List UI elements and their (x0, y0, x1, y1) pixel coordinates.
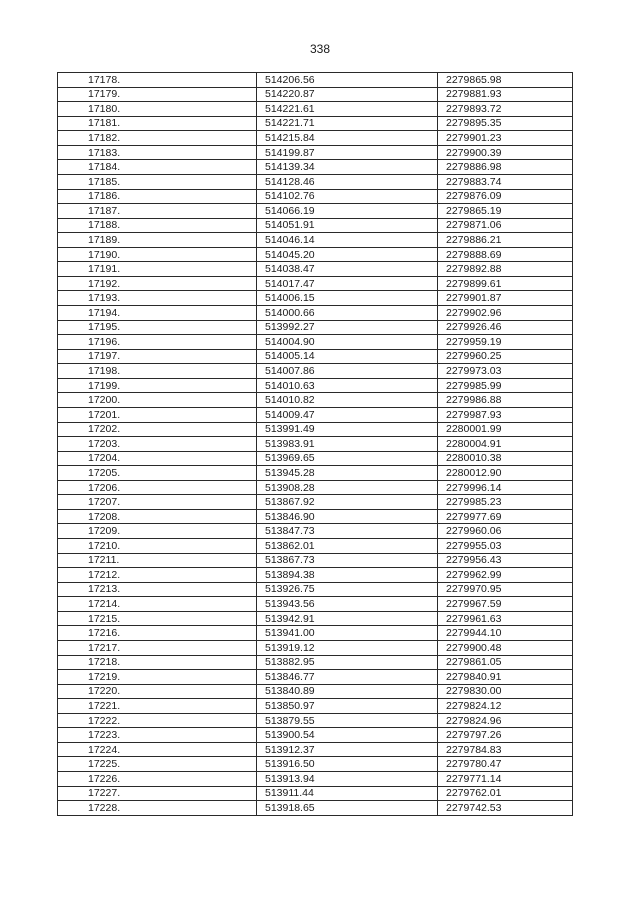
table-row (58, 247, 573, 262)
x-coordinate-cell: 513912.37 (257, 742, 438, 757)
x-coordinate-cell: 513943.56 (257, 597, 438, 612)
y-coordinate-cell: 2279944.10 (438, 626, 573, 641)
y-coordinate-cell: 2279956.43 (438, 553, 573, 568)
table-row (58, 87, 573, 102)
x-coordinate-cell: 513846.90 (257, 509, 438, 524)
x-coordinate-cell: 513926.75 (257, 582, 438, 597)
point-number-cell: 17201. (58, 407, 257, 422)
y-coordinate-cell: 2279996.14 (438, 480, 573, 495)
point-number-cell: 17192. (58, 276, 257, 291)
table-row (58, 670, 573, 685)
x-coordinate-cell: 514010.82 (257, 393, 438, 408)
point-number-cell: 17178. (58, 73, 257, 88)
table-row (58, 349, 573, 364)
x-coordinate-cell: 513862.01 (257, 539, 438, 554)
y-coordinate-cell: 2279900.39 (438, 145, 573, 160)
table-row (58, 801, 573, 816)
x-coordinate-cell: 514005.14 (257, 349, 438, 364)
y-coordinate-cell: 2279871.06 (438, 218, 573, 233)
point-number-cell: 17188. (58, 218, 257, 233)
y-coordinate-cell: 2279900.48 (438, 640, 573, 655)
table-row (58, 262, 573, 277)
x-coordinate-cell: 514199.87 (257, 145, 438, 160)
point-number-cell: 17224. (58, 742, 257, 757)
point-number-cell: 17179. (58, 87, 257, 102)
table-row (58, 772, 573, 787)
x-coordinate-cell: 513916.50 (257, 757, 438, 772)
point-number-cell: 17220. (58, 684, 257, 699)
table-row (58, 437, 573, 452)
x-coordinate-cell: 513941.00 (257, 626, 438, 641)
y-coordinate-cell: 2279985.99 (438, 378, 573, 393)
table-row (58, 626, 573, 641)
y-coordinate-cell: 2279830.00 (438, 684, 573, 699)
y-coordinate-cell: 2279955.03 (438, 539, 573, 554)
x-coordinate-cell: 514102.76 (257, 189, 438, 204)
x-coordinate-cell: 513913.94 (257, 772, 438, 787)
table-row (58, 539, 573, 554)
x-coordinate-cell: 514221.71 (257, 116, 438, 131)
x-coordinate-cell: 514215.84 (257, 131, 438, 146)
point-number-cell: 17196. (58, 335, 257, 350)
coordinates-table (57, 72, 573, 816)
x-coordinate-cell: 513850.97 (257, 699, 438, 714)
y-coordinate-cell: 2279886.21 (438, 233, 573, 248)
point-number-cell: 17208. (58, 509, 257, 524)
table-row (58, 393, 573, 408)
x-coordinate-cell: 513900.54 (257, 728, 438, 743)
x-coordinate-cell: 513882.95 (257, 655, 438, 670)
y-coordinate-cell: 2279888.69 (438, 247, 573, 262)
table-row (58, 378, 573, 393)
y-coordinate-cell: 2279824.96 (438, 713, 573, 728)
y-coordinate-cell: 2279901.23 (438, 131, 573, 146)
x-coordinate-cell: 513908.28 (257, 480, 438, 495)
x-coordinate-cell: 513867.73 (257, 553, 438, 568)
table-row (58, 582, 573, 597)
x-coordinate-cell: 513918.65 (257, 801, 438, 816)
y-coordinate-cell: 2280010.38 (438, 451, 573, 466)
y-coordinate-cell: 2279784.83 (438, 742, 573, 757)
table-row (58, 684, 573, 699)
point-number-cell: 17204. (58, 451, 257, 466)
x-coordinate-cell: 514009.47 (257, 407, 438, 422)
point-number-cell: 17189. (58, 233, 257, 248)
x-coordinate-cell: 513945.28 (257, 466, 438, 481)
point-number-cell: 17214. (58, 597, 257, 612)
point-number-cell: 17228. (58, 801, 257, 816)
point-number-cell: 17206. (58, 480, 257, 495)
x-coordinate-cell: 513840.89 (257, 684, 438, 699)
y-coordinate-cell: 2279977.69 (438, 509, 573, 524)
y-coordinate-cell: 2279876.09 (438, 189, 573, 204)
table-row (58, 495, 573, 510)
y-coordinate-cell: 2279985.23 (438, 495, 573, 510)
x-coordinate-cell: 513847.73 (257, 524, 438, 539)
point-number-cell: 17210. (58, 539, 257, 554)
point-number-cell: 17226. (58, 772, 257, 787)
y-coordinate-cell: 2279797.26 (438, 728, 573, 743)
x-coordinate-cell: 513992.27 (257, 320, 438, 335)
y-coordinate-cell: 2279959.19 (438, 335, 573, 350)
table-row (58, 276, 573, 291)
y-coordinate-cell: 2279824.12 (438, 699, 573, 714)
x-coordinate-cell: 514128.46 (257, 174, 438, 189)
point-number-cell: 17190. (58, 247, 257, 262)
table-row (58, 291, 573, 306)
point-number-cell: 17197. (58, 349, 257, 364)
point-number-cell: 17205. (58, 466, 257, 481)
point-number-cell: 17195. (58, 320, 257, 335)
point-number-cell: 17207. (58, 495, 257, 510)
x-coordinate-cell: 513919.12 (257, 640, 438, 655)
x-coordinate-cell: 513969.65 (257, 451, 438, 466)
x-coordinate-cell: 514221.61 (257, 102, 438, 117)
point-number-cell: 17181. (58, 116, 257, 131)
point-number-cell: 17221. (58, 699, 257, 714)
point-number-cell: 17219. (58, 670, 257, 685)
table-row (58, 757, 573, 772)
point-number-cell: 17186. (58, 189, 257, 204)
table-row (58, 407, 573, 422)
point-number-cell: 17191. (58, 262, 257, 277)
y-coordinate-cell: 2279865.19 (438, 204, 573, 219)
point-number-cell: 17203. (58, 437, 257, 452)
point-number-cell: 17218. (58, 655, 257, 670)
table-row (58, 320, 573, 335)
x-coordinate-cell: 514017.47 (257, 276, 438, 291)
y-coordinate-cell: 2279895.35 (438, 116, 573, 131)
point-number-cell: 17212. (58, 568, 257, 583)
x-coordinate-cell: 513911.44 (257, 786, 438, 801)
y-coordinate-cell: 2279973.03 (438, 364, 573, 379)
table-row (58, 451, 573, 466)
table-row (58, 73, 573, 88)
table-row (58, 131, 573, 146)
y-coordinate-cell: 2279986.88 (438, 393, 573, 408)
x-coordinate-cell: 514066.19 (257, 204, 438, 219)
point-number-cell: 17222. (58, 713, 257, 728)
table-row (58, 204, 573, 219)
point-number-cell: 17215. (58, 611, 257, 626)
point-number-cell: 17200. (58, 393, 257, 408)
table-row (58, 189, 573, 204)
x-coordinate-cell: 514206.56 (257, 73, 438, 88)
y-coordinate-cell: 2279901.87 (438, 291, 573, 306)
point-number-cell: 17217. (58, 640, 257, 655)
x-coordinate-cell: 513846.77 (257, 670, 438, 685)
y-coordinate-cell: 2279861.05 (438, 655, 573, 670)
table-row (58, 699, 573, 714)
table-body (58, 73, 573, 816)
y-coordinate-cell: 2279902.96 (438, 306, 573, 321)
table-row (58, 422, 573, 437)
y-coordinate-cell: 2279886.98 (438, 160, 573, 175)
table-row (58, 568, 573, 583)
point-number-cell: 17211. (58, 553, 257, 568)
point-number-cell: 17216. (58, 626, 257, 641)
x-coordinate-cell: 514046.14 (257, 233, 438, 248)
y-coordinate-cell: 2279926.46 (438, 320, 573, 335)
y-coordinate-cell: 2279771.14 (438, 772, 573, 787)
x-coordinate-cell: 514051.91 (257, 218, 438, 233)
x-coordinate-cell: 514038.47 (257, 262, 438, 277)
table-row (58, 480, 573, 495)
x-coordinate-cell: 514004.90 (257, 335, 438, 350)
page-number: 338 (309, 42, 331, 56)
table-row (58, 713, 573, 728)
point-number-cell: 17182. (58, 131, 257, 146)
y-coordinate-cell: 2279960.25 (438, 349, 573, 364)
y-coordinate-cell: 2279893.72 (438, 102, 573, 117)
x-coordinate-cell: 514139.34 (257, 160, 438, 175)
y-coordinate-cell: 2279987.93 (438, 407, 573, 422)
y-coordinate-cell: 2279742.53 (438, 801, 573, 816)
y-coordinate-cell: 2279762.01 (438, 786, 573, 801)
y-coordinate-cell: 2279899.61 (438, 276, 573, 291)
point-number-cell: 17209. (58, 524, 257, 539)
x-coordinate-cell: 513879.55 (257, 713, 438, 728)
point-number-cell: 17193. (58, 291, 257, 306)
x-coordinate-cell: 513991.49 (257, 422, 438, 437)
table-row (58, 218, 573, 233)
point-number-cell: 17180. (58, 102, 257, 117)
point-number-cell: 17198. (58, 364, 257, 379)
x-coordinate-cell: 514000.66 (257, 306, 438, 321)
point-number-cell: 17185. (58, 174, 257, 189)
y-coordinate-cell: 2279840.91 (438, 670, 573, 685)
y-coordinate-cell: 2279780.47 (438, 757, 573, 772)
table-row (58, 145, 573, 160)
y-coordinate-cell: 2279881.93 (438, 87, 573, 102)
table-row (58, 640, 573, 655)
point-number-cell: 17225. (58, 757, 257, 772)
x-coordinate-cell: 514007.86 (257, 364, 438, 379)
point-number-cell: 17199. (58, 378, 257, 393)
point-number-cell: 17213. (58, 582, 257, 597)
x-coordinate-cell: 514220.87 (257, 87, 438, 102)
point-number-cell: 17184. (58, 160, 257, 175)
x-coordinate-cell: 513942.91 (257, 611, 438, 626)
table-row (58, 655, 573, 670)
point-number-cell: 17223. (58, 728, 257, 743)
y-coordinate-cell: 2279883.74 (438, 174, 573, 189)
x-coordinate-cell: 514045.20 (257, 247, 438, 262)
table-row (58, 233, 573, 248)
table-row (58, 509, 573, 524)
point-number-cell: 17194. (58, 306, 257, 321)
table-row (58, 174, 573, 189)
y-coordinate-cell: 2279970.95 (438, 582, 573, 597)
table-row (58, 364, 573, 379)
point-number-cell: 17202. (58, 422, 257, 437)
table-row (58, 116, 573, 131)
y-coordinate-cell: 2280004.91 (438, 437, 573, 452)
y-coordinate-cell: 2279967.59 (438, 597, 573, 612)
point-number-cell: 17187. (58, 204, 257, 219)
table-row (58, 466, 573, 481)
y-coordinate-cell: 2279961.63 (438, 611, 573, 626)
table-row (58, 597, 573, 612)
table-row (58, 728, 573, 743)
y-coordinate-cell: 2279892.88 (438, 262, 573, 277)
table-row (58, 786, 573, 801)
x-coordinate-cell: 513894.38 (257, 568, 438, 583)
table-row (58, 553, 573, 568)
point-number-cell: 17183. (58, 145, 257, 160)
x-coordinate-cell: 514006.15 (257, 291, 438, 306)
y-coordinate-cell: 2279960.06 (438, 524, 573, 539)
y-coordinate-cell: 2280001.99 (438, 422, 573, 437)
table-row (58, 611, 573, 626)
y-coordinate-cell: 2279865.98 (438, 73, 573, 88)
table-row (58, 742, 573, 757)
table-row (58, 102, 573, 117)
table-row (58, 160, 573, 175)
table-row (58, 335, 573, 350)
x-coordinate-cell: 513867.92 (257, 495, 438, 510)
table-row (58, 524, 573, 539)
x-coordinate-cell: 514010.63 (257, 378, 438, 393)
y-coordinate-cell: 2279962.99 (438, 568, 573, 583)
y-coordinate-cell: 2280012.90 (438, 466, 573, 481)
x-coordinate-cell: 513983.91 (257, 437, 438, 452)
table-row (58, 306, 573, 321)
point-number-cell: 17227. (58, 786, 257, 801)
